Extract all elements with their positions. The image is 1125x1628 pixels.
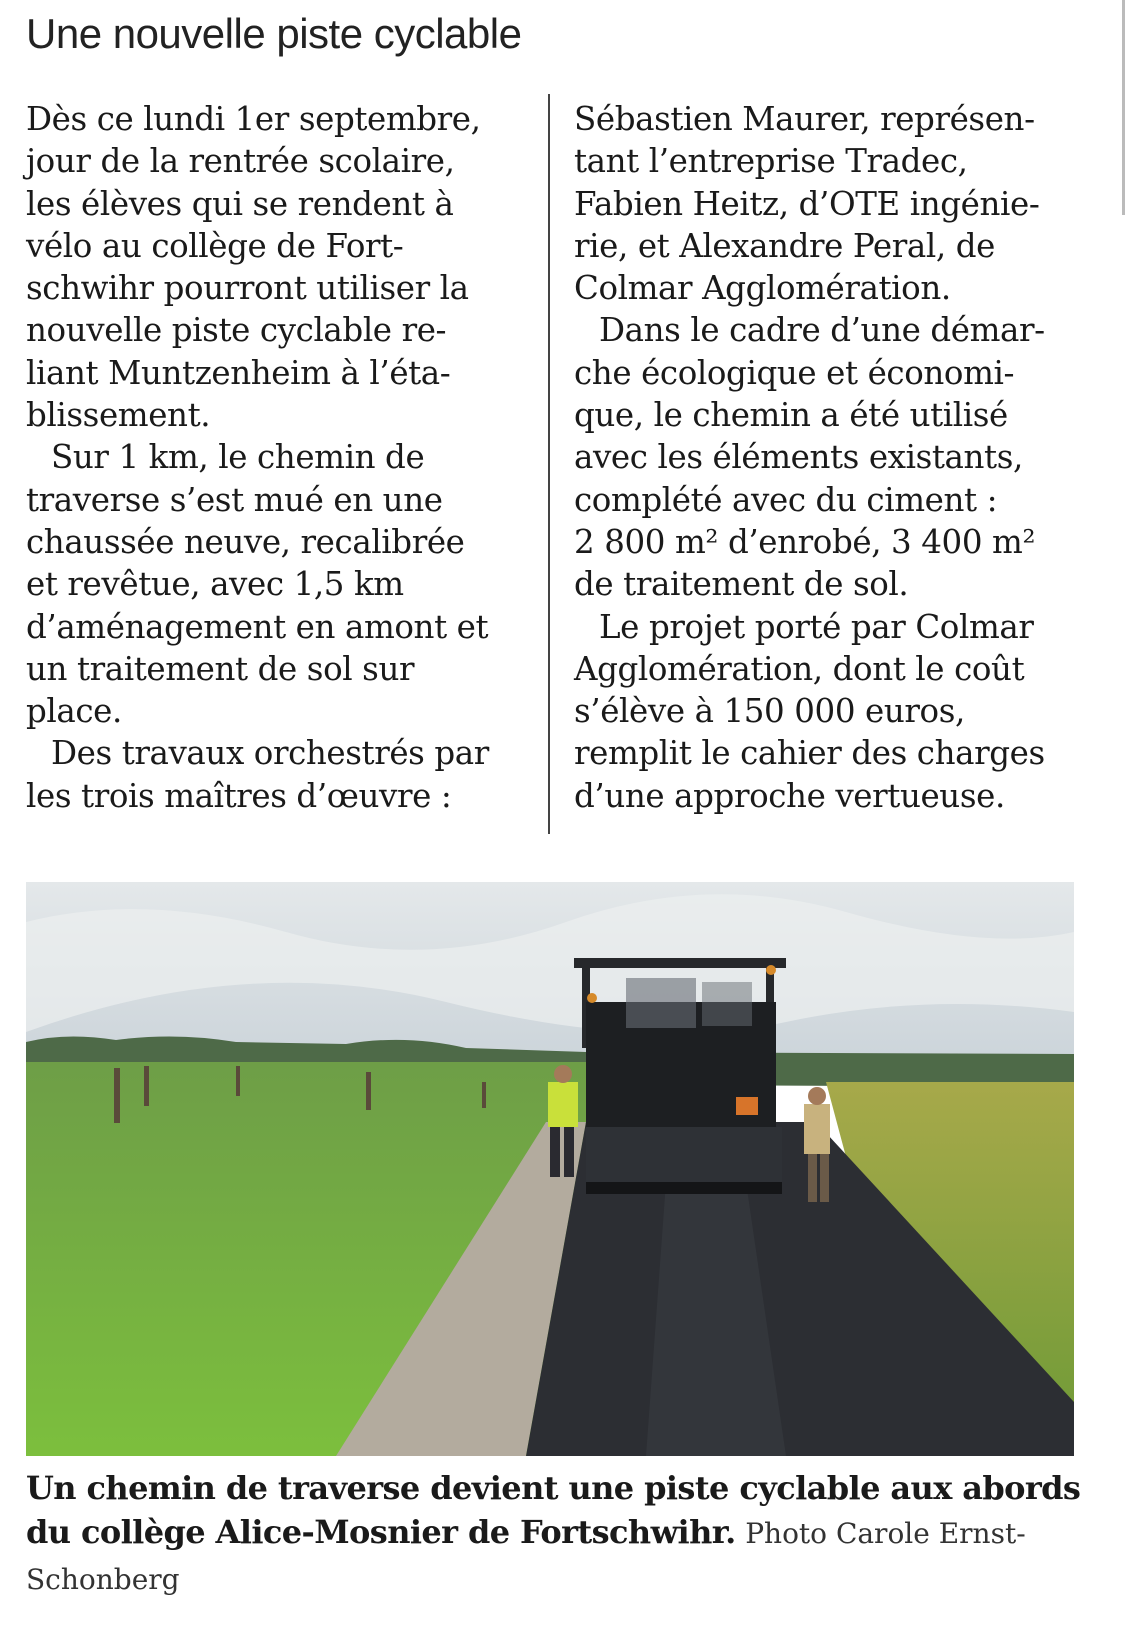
article-title: Une nouvelle piste cyclable xyxy=(26,10,522,57)
text-line: schwihr pourront utiliser la xyxy=(26,269,469,308)
photo-caption xyxy=(26,1466,1086,1602)
text-line: de traitement de sol. xyxy=(574,565,909,604)
text-line: che écologique et économi- xyxy=(574,353,1015,392)
text-line: liant Muntzenheim à l’éta- xyxy=(26,353,451,392)
paving-scene xyxy=(26,882,1074,1456)
text-line: Fabien Heitz, d’OTE ingénie- xyxy=(574,184,1040,223)
text-line: blissement. xyxy=(26,396,211,435)
text-line: Dès ce lundi 1er septembre, xyxy=(26,100,481,138)
text-line: rie, et Alexandre Peral, de xyxy=(574,226,995,265)
text-line: s’élève à 150 000 euros, xyxy=(574,692,965,731)
text-line: et revêtue, avec 1,5 km xyxy=(26,565,404,604)
text-line: Le projet porté par Colmar xyxy=(599,607,1034,646)
text-column-right xyxy=(574,98,1094,817)
article-photo xyxy=(26,882,1074,1456)
text-line: que, le chemin a été utilisé xyxy=(574,396,1008,435)
text-line: 2 800 m² d’enrobé, 3 400 m² xyxy=(574,522,1036,561)
text-line: d’aménagement en amont et xyxy=(26,607,489,646)
text-line: vélo au collège de Fort- xyxy=(26,226,404,265)
photo-credit: Photo Carole Ernst-Schonberg xyxy=(26,1517,1026,1596)
text-line: Des travaux orchestrés par xyxy=(51,734,489,773)
text-line: les trois maîtres d’œuvre : xyxy=(26,776,452,815)
text-line: Sur 1 km, le chemin de xyxy=(51,438,425,477)
text-line: traverse s’est mué en une xyxy=(26,480,443,519)
text-line: Sébastien Maurer, représen- xyxy=(574,100,1035,138)
text-line: avec les éléments existants, xyxy=(574,438,1023,477)
text-line: Agglomération, dont le coût xyxy=(574,649,1025,688)
column-divider xyxy=(548,94,550,834)
text-line: chaussée neuve, recalibrée xyxy=(26,522,465,561)
text-line: Dans le cadre d’une démar- xyxy=(599,311,1045,350)
text-line: remplit le cahier des charges xyxy=(574,734,1045,773)
text-line: complété avec du ciment : xyxy=(574,480,998,519)
text-line: les élèves qui se rendent à xyxy=(26,184,454,223)
caption-text: Un chemin de traverse devient une piste cyclable aux abords du collège Alice-Mosnier de Fortschwihr. xyxy=(26,1469,1081,1551)
text-line: tant l’entreprise Tradec, xyxy=(574,142,968,181)
text-line: nouvelle piste cyclable re- xyxy=(26,311,447,350)
text-line: Colmar Agglomération. xyxy=(574,269,951,308)
text-column-left xyxy=(26,98,526,817)
text-line: jour de la rentrée scolaire, xyxy=(26,142,455,181)
text-line: d’une approche vertueuse. xyxy=(574,776,1005,815)
text-line: place. xyxy=(26,692,122,731)
text-line: un traitement de sol sur xyxy=(26,649,415,688)
